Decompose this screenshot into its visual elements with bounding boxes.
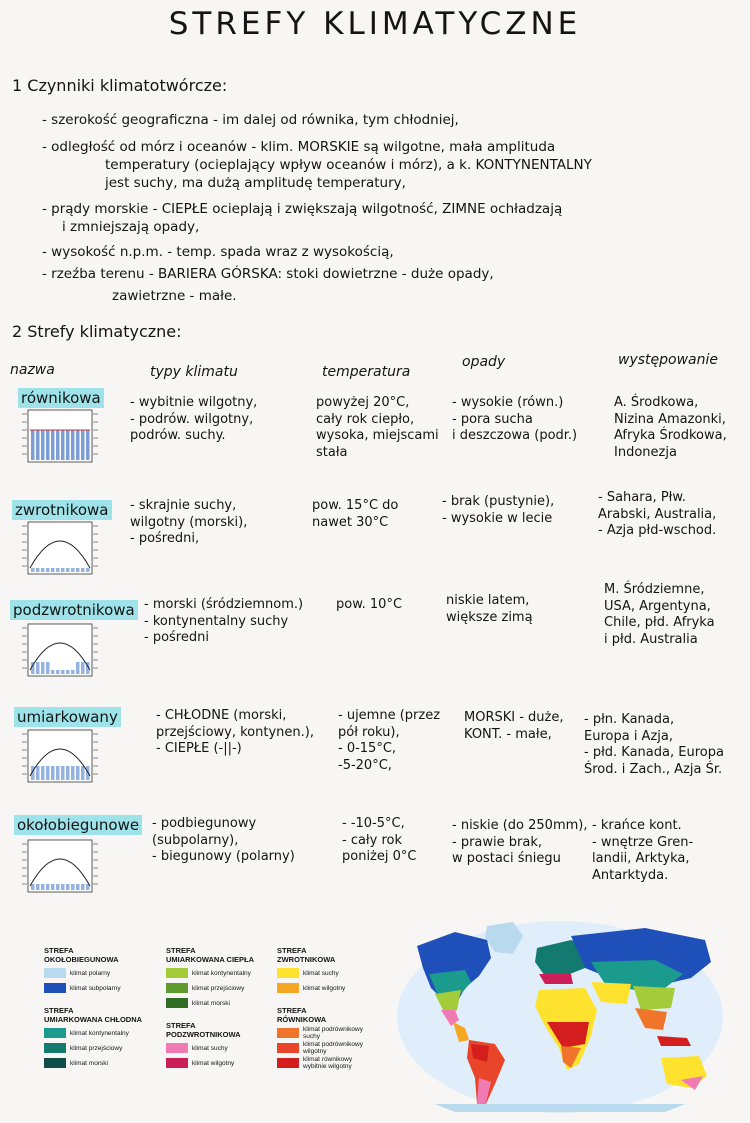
zone-types-line: - CHŁODNE (morski, [156,708,287,723]
zone-temp-cell [342,816,416,866]
zone-temp-cell [312,498,398,531]
zone-precip-cell [452,395,577,445]
legend-group [44,946,154,994]
zone-where-cell [604,582,715,648]
zone-where-line: - wnętrze Gren- [592,834,694,850]
climate-diagram-thumbnail [18,838,102,896]
legend-swatch [277,968,299,978]
zone-where-line: A. Środkowa, [614,395,699,410]
zone-precip-line: - prawie brak, [452,834,542,850]
legend-label: klimat podrównikowy wilgotny [303,1041,363,1055]
climate-diagram-thumbnail [18,622,102,680]
legend-swatch [277,983,299,993]
zone-where-line: Afryka Środkowa, [614,428,727,443]
zone-temp-line: - ujemne (przez [338,708,441,723]
legend-item [44,1042,154,1054]
zone-precip-line: - pora sucha [452,411,533,427]
page-title: STREFY KLIMATYCZNE [168,6,582,42]
legend-group-title: STREFA RÓWNIKOWA [277,1006,327,1024]
zone-where-line: M. Śródziemne, [604,582,705,597]
legend-swatch [44,968,66,978]
zone-types-line: wilgotny (morski), [130,514,248,530]
legend-item [166,997,276,1009]
zone-precip-line: większe zimą [446,609,533,625]
zone-temp-line: - cały rok [342,832,402,848]
legend-swatch [277,1028,299,1038]
zone-temp-line: nawet 30°C [312,514,389,530]
zone-where-line: Arabski, Australia, [598,506,717,522]
legend-group-title: STREFA PODZWROTNIKOWA [166,1021,241,1039]
climate-diagram-thumbnail [18,728,102,786]
legend-label: klimat kontynentalny [192,969,251,977]
zone-where-line: Chile, płd. Afryka [604,615,715,630]
legend-item [44,1027,154,1039]
zone-where-line: Antarktyda. [592,867,669,883]
legend-swatch [277,1043,299,1053]
col-header-temp: temperatura [322,364,411,380]
zone-precip-cell [442,494,554,527]
legend-group-title: STREFA ZWROTNIKOWA [277,946,336,964]
legend-column [166,946,276,1081]
climate-diagram-thumbnail [18,520,102,578]
legend-item [166,1057,276,1069]
zone-types-cell [130,498,247,548]
zone-name: okołobiegunowe [14,815,142,835]
zone-types-line: - skrajnie suchy, [130,498,237,513]
legend-column [277,946,387,1081]
col-header-types: typy klimatu [150,364,238,380]
factor-line: jest suchy, ma dużą amplitudę temperatury, [105,175,406,191]
zone-types-line: - pośredni [144,630,209,645]
zone-name: zwrotnikowa [12,500,112,520]
factor-line: zawietrzne - małe. [112,288,237,304]
zone-where-line: - płd. Kanada, Europa [584,745,724,760]
zone-types-cell [144,597,303,647]
legend-label: klimat polarny [70,969,111,977]
legend-item [44,967,154,979]
zone-where-line: Indonezja [614,444,677,460]
legend-label: klimat suchy [303,969,339,977]
legend-group [166,946,276,1009]
zone-where-line: Środ. i Zach., Azja Śr. [584,761,723,777]
zone-types-line: - podrów. wilgotny, [130,411,254,427]
factor-line: - prądy morskie - CIEPŁE ocieplają i zwiększają wilgotność, ZIMNE ochładzają [42,201,563,217]
zone-types-line: - wybitnie wilgotny, [130,395,258,410]
legend-item [277,1057,387,1069]
zone-precip-line: MORSKI - duże, [464,710,564,725]
legend-item [166,982,276,994]
legend-item [166,1042,276,1054]
legend-label: klimat podrównikowy suchy [303,1026,363,1040]
zone-types-line: - biegunowy (polarny) [152,849,295,864]
zone-name: umiarkowany [14,707,121,727]
zone-temp-line: stała [316,444,348,460]
zone-precip-line: - wysokie (równ.) [452,395,564,410]
zone-temp-line: poniżej 0°C [342,849,417,864]
legend-swatch [44,1028,66,1038]
zone-temp-line: - 0-15°C, [338,741,397,756]
legend-item [277,1027,387,1039]
legend-label: klimat wilgotny [192,1059,235,1067]
zone-types-cell [156,708,314,758]
australia-desert [661,1056,707,1088]
legend-label: klimat równikowy wybitnie wilgotny [303,1056,353,1070]
zone-types-line: przejściowy, kontynen.), [156,724,314,740]
zone-types-line: - podbiegunowy [152,816,257,831]
zone-where-cell [592,818,693,884]
legend-item [277,1042,387,1054]
world-climate-map [395,918,725,1116]
legend-swatch [166,983,188,993]
legend-swatch [166,1058,188,1068]
zone-where-cell [614,395,727,461]
zone-temp-cell [338,708,440,774]
zone-where-line: i płd. Australia [604,631,698,647]
factor-line: - wysokość n.p.m. - temp. spada wraz z wysokością, [42,244,394,260]
legend-group [166,1021,276,1069]
legend-label: klimat kontynentalny [70,1029,129,1037]
zone-temp-cell [336,597,402,614]
legend-group-title: STREFA OKOŁOBIEGUNOWA [44,946,119,964]
zone-where-line: - płn. Kanada, [584,712,675,727]
zone-types-line: - pośredni, [130,531,200,546]
zone-where-line: - Azja płd-wschod. [598,523,717,538]
legend-label: klimat suchy [192,1044,228,1052]
col-header-precip: opady [462,354,506,370]
legend-group-title: STREFA UMIARKOWANA CHŁODNA [44,1006,143,1024]
zone-temp-line: pow. 10°C [336,597,403,612]
zone-precip-cell [464,710,564,743]
factor-line: - rzeźba terenu - BARIERA GÓRSKA: stoki dowietrzne - duże opady, [42,266,494,282]
zone-where-line: Nizina Amazonki, [614,411,726,427]
zone-temp-line: wysoka, miejscami [316,428,439,443]
zone-where-line: USA, Argentyna, [604,598,711,614]
legend-label: klimat morski [192,999,230,1007]
legend-swatch [44,1058,66,1068]
zone-types-cell [152,816,295,866]
legend-item [44,982,154,994]
factor-line: - odległość od mórz i oceanów - klim. MORSKIE są wilgotne, mała amplituda [42,139,556,155]
legend-swatch [277,1058,299,1068]
zone-temp-line: -5-20°C, [338,757,392,773]
zone-precip-line: - brak (pustynie), [442,494,555,509]
legend-label: klimat morski [70,1059,108,1067]
zone-temp-line: cały rok ciepło, [316,411,415,427]
world-map-graphic [395,918,725,1116]
zone-precip-line: w postaci śniegu [452,851,561,866]
legend-item [166,967,276,979]
legend-item [44,1057,154,1069]
factor-line: temperatury (ocieplający wpływ oceanów i mórz), a k. KONTYNENTALNY [105,157,592,173]
zone-types-line: - CIEPŁE (-||-) [156,741,242,756]
legend-column [44,946,154,1081]
legend-label: klimat wilgotny [303,984,346,992]
zone-temp-line: pół roku), [338,724,400,740]
legend-group [277,946,387,994]
zone-precip-line: niskie latem, [446,593,530,608]
zone-where-line: landii, Arktyka, [592,851,690,866]
zone-precip-line: - wysokie w lecie [442,510,553,526]
zone-where-cell [584,712,724,778]
legend-label: klimat przejściowy [70,1044,123,1052]
legend-swatch [166,1043,188,1053]
col-header-where: występowanie [618,352,718,368]
zone-types-line: (subpolarny), [152,832,239,848]
zone-precip-line: i deszczowa (podr.) [452,428,578,443]
zone-where-cell [598,490,716,540]
zone-temp-cell [316,395,439,461]
legend-item [277,982,387,994]
zone-name: równikowa [18,388,104,408]
factor-line: - szerokość geograficzna - im dalej od równika, tym chłodniej, [42,112,459,128]
legend-group [44,1006,154,1069]
legend-group-title: STREFA UMIARKOWANA CIEPŁA [166,946,255,964]
antarctica-region [435,1104,685,1112]
zone-types-line: podrów. suchy. [130,428,226,443]
zone-precip-cell [452,818,587,868]
legend-label: klimat przejściowy [192,984,245,992]
climate-diagram-thumbnail [18,408,102,466]
zone-where-line: - krańce kont. [592,818,682,833]
legend-item [277,967,387,979]
zone-precip-line: KONT. - małe, [464,726,552,742]
zone-temp-line: powyżej 20°C, [316,395,410,410]
legend-label: klimat subpolarny [70,984,121,992]
section-1-heading: 1 Czynniki klimatotwórcze: [12,76,228,95]
factor-line: i zmniejszają opady, [62,219,200,235]
section-2-heading: 2 Strefy klimatyczne: [12,322,182,341]
legend-swatch [44,1043,66,1053]
climate-legend [44,946,384,1106]
zone-precip-cell [446,593,533,626]
zone-precip-line: - niskie (do 250mm), [452,818,588,833]
zone-temp-line: - -10-5°C, [342,816,405,831]
legend-swatch [166,968,188,978]
zone-types-line: - morski (śródziemnom.) [144,597,304,612]
col-header-name: nazwa [10,362,55,378]
zone-where-line: - Sahara, Płw. [598,490,686,505]
legend-group [277,1006,387,1069]
zone-where-line: Europa i Azja, [584,728,673,744]
zone-name: podzwrotnikowa [10,600,138,620]
legend-swatch [44,983,66,993]
zone-types-cell [130,395,257,445]
zone-types-line: - kontynentalny suchy [144,613,289,629]
zone-temp-line: pow. 15°C do [312,498,399,513]
legend-swatch [166,998,188,1008]
